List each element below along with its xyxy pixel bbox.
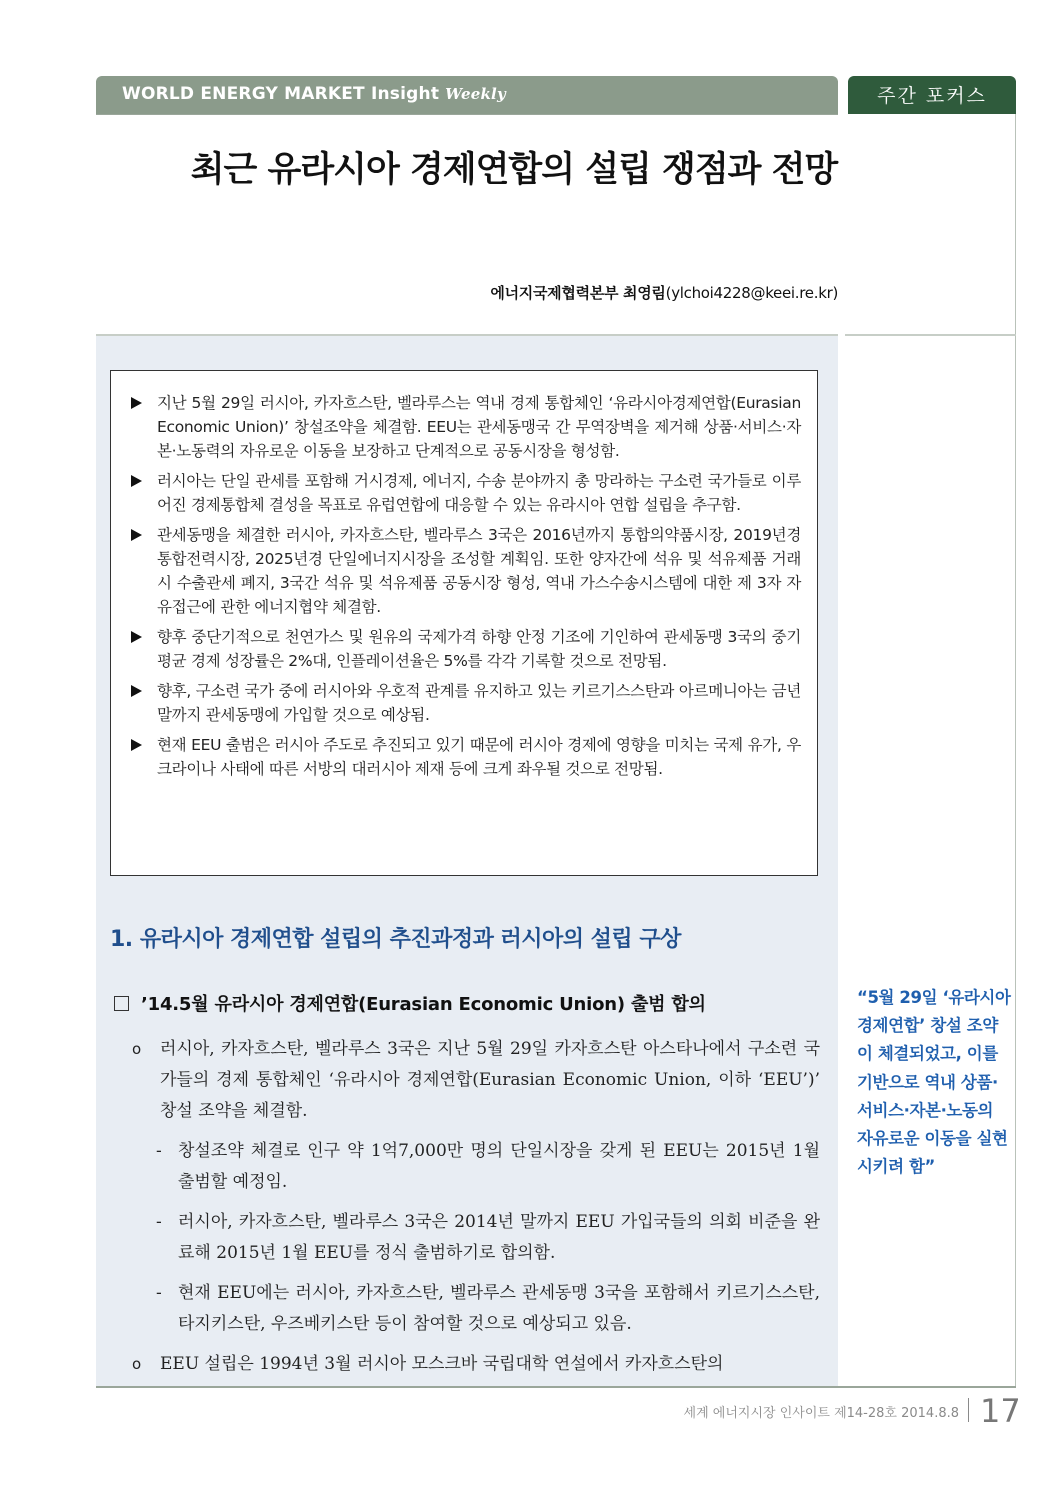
right-border-line xyxy=(1015,114,1016,1386)
summary-item: 관세동맹을 체결한 러시아, 카자흐스탄, 벨라루스 3국은 2016년까지 통합의약품시장, 2019년경 통합전력시장, 2025년경 단일에너지시장을 조성할 계획임. 또한 양자간에 석유 및 석유제품 거래 시 수출관세 폐지, 3국간 석유 및 석유제품 공동시장 형성, 역내 가스수송시스템에 대한 제 3자 자유접근에 관한 에너지협약 체결함. xyxy=(131,523,801,619)
article-title: 최근 유라시아 경제연합의 설립 쟁점과 전망 xyxy=(190,150,838,190)
triangle-bullet-icon xyxy=(131,529,142,541)
dash-item: - 현재 EEU에는 러시아, 카자흐스탄, 벨라루스 관세동맹 3국을 포함해서 키르기스스탄, 타지키스탄, 우즈베키스탄 등이 참여할 것으로 예상되고 있음. xyxy=(132,1278,820,1340)
summary-item: 러시아는 단일 관세를 포함해 거시경제, 에너지, 수송 분야까지 총 망라하는 구소련 국가들로 이루어진 경제통합체 결성을 목표로 유럽연합에 대응할 수 있는 유라시아 연합 설립을 추구함. xyxy=(131,469,801,517)
author-email: (ylchoi4228@keei.re.kr) xyxy=(665,284,838,302)
sidebar-pull-quote: “5월 29일 ‘유라시아 경제연합’ 창설 조약이 체결되었고, 이를 기반으로 역내 상품·서비스·자본·노동의 자유로운 이동을 실현시키려 함” xyxy=(857,988,1011,1177)
body-text xyxy=(132,1034,820,1389)
author-line xyxy=(490,282,838,303)
checkbox-square-icon xyxy=(114,996,129,1011)
triangle-bullet-icon xyxy=(131,739,142,751)
dash-item: - 러시아, 카자흐스탄, 벨라루스 3국은 2014년 말까지 EEU 가입국들의 의회 비준을 완료해 2015년 1월 EEU를 정식 출범하기로 합의함. xyxy=(132,1207,820,1269)
summary-item: 현재 EEU 출범은 러시아 주도로 추진되고 있기 때문에 러시아 경제에 영향을 미치는 국제 유가, 우크라이나 사태에 따른 서방의 대러시아 제재 등에 크게 좌우될 것으로 전망됨. xyxy=(131,733,801,781)
section-divider-right xyxy=(845,334,1016,336)
section-heading: 1. 유라시아 경제연합 설립의 추진과정과 러시아의 설립 구상 xyxy=(110,927,681,952)
circle-bullet-icon: o xyxy=(132,1040,142,1058)
summary-list xyxy=(111,371,817,781)
triangle-bullet-icon xyxy=(131,397,142,409)
footer-divider xyxy=(96,1386,1016,1388)
summary-box xyxy=(110,370,818,876)
page-number: 17 xyxy=(980,1392,1021,1430)
dash-bullet-icon: - xyxy=(156,1141,162,1161)
weekly-label: Weekly xyxy=(445,85,506,103)
header-title xyxy=(122,84,506,104)
summary-item: 지난 5월 29일 러시아, 카자흐스탄, 벨라루스는 역내 경제 통합체인 ‘유라시아경제연합(Eurasian Economic Union)’ 창설조약을 체결함. EEU는 관세동맹국 간 무역장벽을 제거해 상품·서비스·자본·노동력의 자유로운 이동을 보장하고 단계적으로 공동시장을 형성함. xyxy=(131,391,801,463)
circle-bullet-item: o EEU 설립은 1994년 3월 러시아 모스크바 국립대학 연설에서 카자흐스탄의 xyxy=(132,1349,820,1380)
footer-separator xyxy=(968,1398,969,1422)
triangle-bullet-icon xyxy=(131,475,142,487)
focus-tab: 주간 포커스 xyxy=(848,76,1016,114)
dash-item: - 창설조약 체결로 인구 약 1억7,000만 명의 단일시장을 갖게 된 EEU는 2015년 1월 출범할 예정임. xyxy=(132,1136,820,1198)
publication-name: WORLD ENERGY MARKET Insight xyxy=(122,84,440,104)
triangle-bullet-icon xyxy=(131,685,142,697)
circle-bullet-icon: o xyxy=(132,1355,142,1373)
dash-bullet-icon: - xyxy=(156,1212,162,1232)
author-dept: 에너지국제협력본부 최영림 xyxy=(490,284,666,302)
sub-heading: ’14.5월 유라시아 경제연합(Eurasian Economic Union) 출범 합의 xyxy=(114,990,706,1016)
header-bar xyxy=(96,76,838,114)
summary-item: 향후, 구소련 국가 중에 러시아와 우호적 관계를 유지하고 있는 키르기스스탄과 아르메니아는 금년 말까지 관세동맹에 가입할 것으로 예상됨. xyxy=(131,679,801,727)
top-divider xyxy=(96,114,838,115)
summary-item: 향후 중단기적으로 천연가스 및 원유의 국제가격 하향 안정 기조에 기인하여 관세동맹 3국의 중기 평균 경제 성장률은 2%대, 인플레이션율은 5%를 각각 기록할 것으로 전망됨. xyxy=(131,625,801,673)
circle-bullet-item: o 러시아, 카자흐스탄, 벨라루스 3국은 지난 5월 29일 카자흐스탄 아스타나에서 구소련 국가들의 경제 통합체인 ‘유라시아 경제연합(Eurasian Economic Union, 이하 ‘EEU’)’ 창설 조약을 체결함. xyxy=(132,1034,820,1127)
footer-publication: 세계 에너지시장 인사이트 제14-28호 2014.8.8 xyxy=(683,1406,959,1421)
triangle-bullet-icon xyxy=(131,631,142,643)
dash-bullet-icon: - xyxy=(156,1283,162,1303)
